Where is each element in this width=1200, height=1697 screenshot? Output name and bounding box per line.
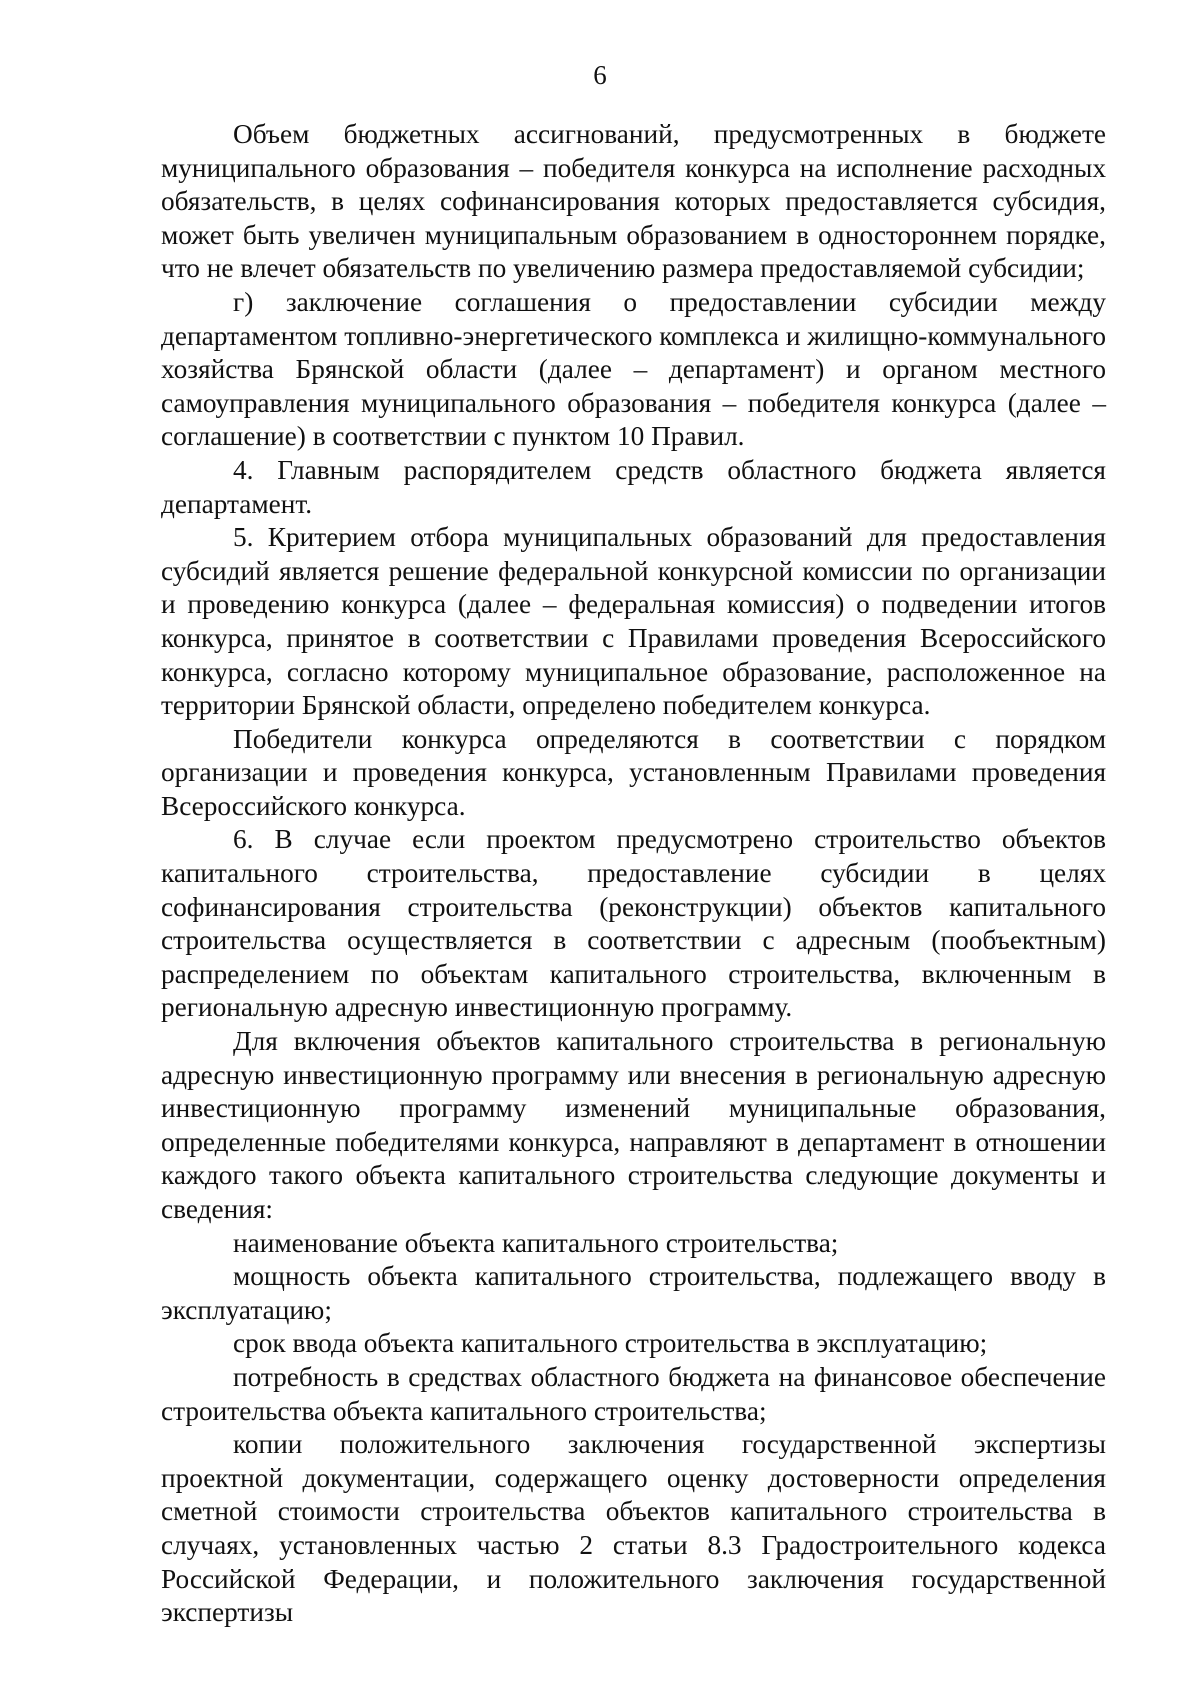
paragraph-budget-allocation: Объем бюджетных ассигнований, предусмотренных в бюджете муниципального образования – победителя конкурса на исполнение расходных обязательств, в целях софинансирования которых предоставляется субсидия, может быть увеличен муниципальным образованием в одностороннем порядке, что не влечет обязательств по увеличению размера предоставляемой субсидии; [161,119,1106,284]
list-item-funding-need: потребность в средствах областного бюджета на финансовое обеспечение строительства объекта капитального строительства; [161,1361,1106,1426]
paragraph-inclusion: Для включения объектов капитального строительства в региональную адресную инвестиционную программу или внесения в региональную адресную инвестиционную программу изменений муниципальные образования, определенные победителями конкурса, направляют в департамент в отношении каждого такого объекта капитального строительства следующие документы и сведения: [161,1026,1106,1224]
paragraph-agreement: г) заключение соглашения о предоставлении субсидии между департаментом топливно-энергетического комплекса и жилищно-коммунального хозяйства Брянской области (далее – департамент) и органом местного самоуправления муниципального образования – победителя конкурса (далее – соглашение) в соответствии с пунктом 10 Правил. [161,286,1106,452]
list-item-deadline: срок ввода объекта капитального строительства в эксплуатацию; [233,1328,988,1359]
paragraph-winners: Победители конкурса определяются в соответствии с порядком организации и проведения конкурса, установленным Правилами проведения Всероссийского конкурса. [161,723,1106,821]
list-item-name: наименование объекта капитального строительства; [233,1227,839,1258]
paragraph-item-6: 6. В случае если проектом предусмотрено строительство объектов капитального строительства, предоставление субсидии в целях софинансирования строительства (реконструкции) объектов капитального строительства осуществляется в соответствии с адресным (пообъектным) распределением по объектам капитального строительства, включенным в региональную адресную инвестиционную программу. [161,824,1106,1023]
list-item-expertise-copies: копии положительного заключения государственной экспертизы проектной документации, содержащего оценку достоверности определения сметной стоимости строительства объектов капитального строительства в случаях, установленных частью 2 статьи 8.3 Градостроительного кодекса Российской Федерации, и положительного заключения государственной экспертизы [161,1429,1106,1628]
paragraph-item-4: 4. Главным распорядителем средств областного бюджета является департамент. [161,454,1106,519]
paragraph-item-5: 5. Критерием отбора муниципальных образований для предоставления субсидий является решение федеральной конкурсной комиссии по организации и проведению конкурса (далее – федеральная комиссия) о подведении итогов конкурса, принятое в соответствии с Правилами проведения Всероссийского конкурса, согласно которому муниципальное образование, расположенное на территории Брянской области, определено победителем конкурса. [161,522,1106,721]
document-body [161,118,1106,1630]
page-number: 6 [593,60,607,90]
list-item-capacity: мощность объекта капитального строительства, подлежащего вводу в эксплуатацию; [161,1261,1106,1325]
